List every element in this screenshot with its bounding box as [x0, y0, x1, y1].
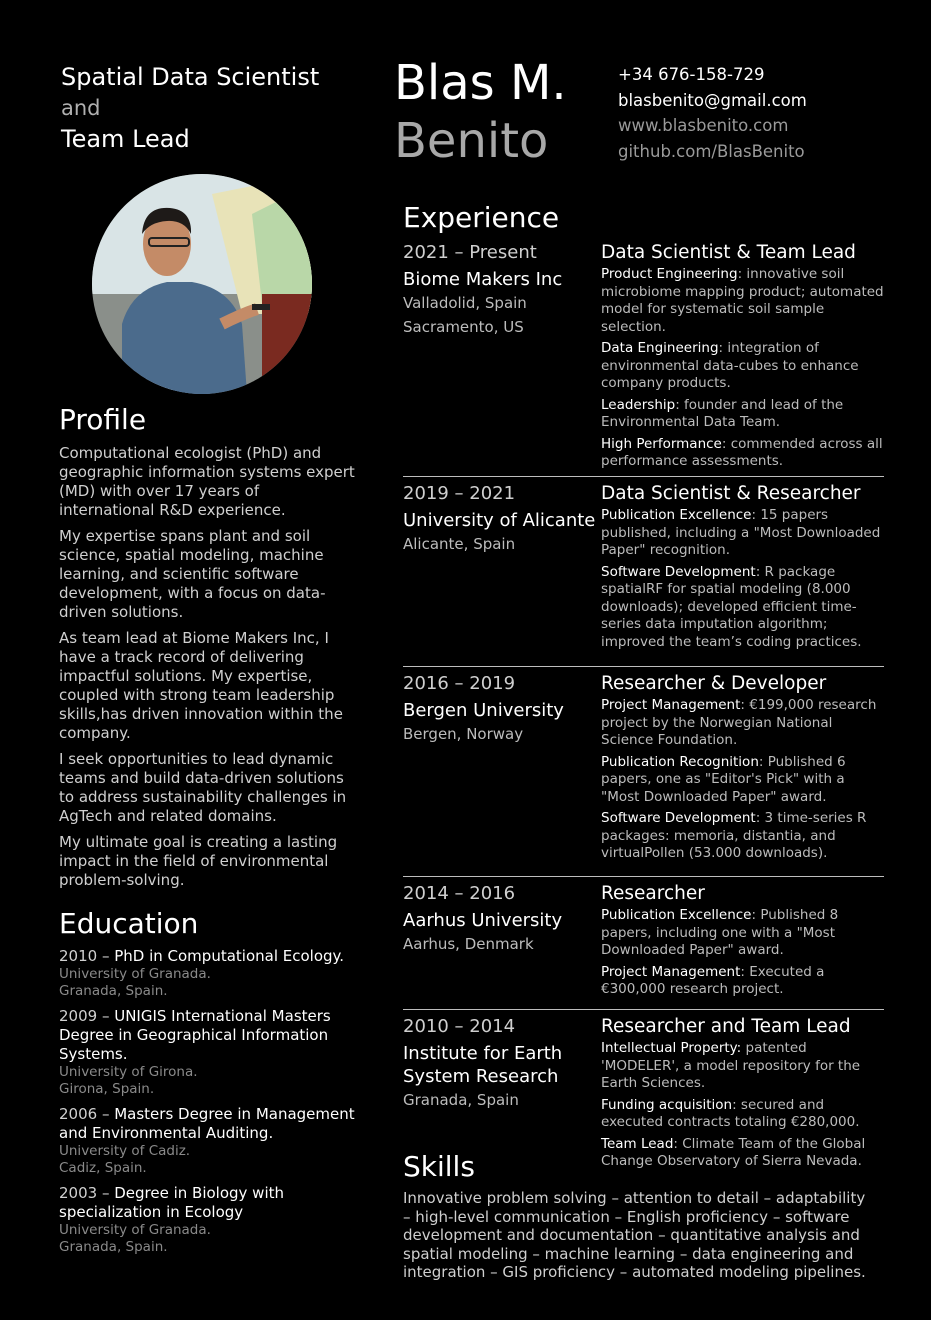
- profile-paragraph: I seek opportunities to lead dynamic teams and build data-driven solutions to address sustainability challenges in AgTech and related domains.: [59, 750, 347, 825]
- edu-year: 2006 –: [59, 1105, 115, 1123]
- edu-year: 2009 –: [59, 1007, 115, 1025]
- job-bullet: Team Lead: Climate Team of the Global Change Observatory of Sierra Nevada.: [601, 1135, 866, 1169]
- education-heading: Education: [59, 907, 199, 940]
- job-bullet: Publication Excellence: 15 papers published, including a "Most Downloaded Paper" recognition.: [601, 507, 881, 558]
- job-location: Alicante, Spain: [403, 535, 516, 553]
- job-years: 2014 – 2016: [403, 883, 516, 904]
- job-years: 2016 – 2019: [403, 673, 516, 694]
- edu-degree: UNIGIS International Masters Degree in Geographical Information Systems: [59, 1007, 331, 1063]
- job-title: Researcher: [601, 883, 705, 904]
- job-bullet: Publication Excellence: Published 8 papers, including one with a "Most Downloaded Paper" award.: [601, 907, 839, 958]
- job-org: Biome Makers Inc: [403, 269, 563, 290]
- job-org: University of Alicante: [403, 510, 596, 531]
- edu-degree: PhD in Computational Ecology: [114, 947, 340, 965]
- edu-school: University of Girona.: [59, 1064, 198, 1080]
- profile-heading: Profile: [59, 403, 147, 436]
- role-title: [61, 62, 371, 155]
- job-location: Bergen, Norway: [403, 725, 524, 743]
- edu-end: .: [122, 1045, 128, 1063]
- job-bullet: Funding acquisition: secured and executed contracts totaling €280,000.: [601, 1096, 860, 1130]
- profile-photo: [92, 174, 312, 394]
- edu-school: University of Cadiz.: [59, 1143, 191, 1159]
- job-title: Researcher and Team Lead: [601, 1016, 851, 1037]
- job-title: Data Scientist & Researcher: [601, 483, 861, 504]
- job-bullet: Publication Recognition: Published 6 papers, one as "Editor's Pick" with a "Most Downloaded Paper" award.: [601, 753, 846, 805]
- job-years: 2019 – 2021: [403, 483, 516, 504]
- job-location: Sacramento, US: [403, 318, 524, 336]
- edu-year: 2010 –: [59, 947, 115, 965]
- education-item: [59, 947, 364, 1000]
- experience-section: [403, 240, 884, 1178]
- skills-heading: Skills: [403, 1150, 475, 1183]
- edu-school: University of Granada.: [59, 966, 211, 982]
- job-bullet: Leadership: founder and lead of the Environmental Data Team.: [601, 396, 844, 430]
- job-entry: [403, 671, 884, 877]
- last-name: Benito: [394, 113, 549, 169]
- edu-place: Granada, Spain.: [59, 1239, 168, 1255]
- job-title: Researcher & Developer: [601, 673, 827, 694]
- job-org: Institute for Earth System Research: [403, 1043, 563, 1087]
- job-entry: [403, 1014, 884, 1178]
- first-name: Blas M.: [394, 55, 567, 111]
- job-bullet: High Performance: commended across all performance assessments.: [601, 435, 883, 469]
- profile-paragraph: Computational ecologist (PhD) and geographic information systems expert (MD) with over 17 years of international R&D experience.: [59, 444, 355, 519]
- github-link[interactable]: github.com/BlasBenito: [618, 141, 805, 161]
- edu-place: Cadiz, Spain.: [59, 1160, 147, 1176]
- edu-place: Girona, Spain.: [59, 1081, 155, 1097]
- edu-end: .: [339, 947, 345, 965]
- job-location: Granada, Spain: [403, 1091, 519, 1109]
- skills-text: Innovative problem solving – attention to detail – adaptability – high-level communication – English proficiency – software development and documentation – quantitative analysis and spatial modeling – machine learning – data engineering and integration – GIS proficiency – automated modeling pipelines.: [403, 1189, 866, 1281]
- job-entry: [403, 481, 884, 667]
- job-bullet: Project Management: Executed a €300,000 research project.: [601, 963, 825, 997]
- role-and: and: [61, 96, 101, 120]
- edu-degree: Masters Degree in Management and Environmental Auditing: [59, 1105, 355, 1142]
- job-location: Aarhus, Denmark: [403, 935, 534, 953]
- job-title: Data Scientist & Team Lead: [601, 242, 856, 263]
- phone[interactable]: +34 676-158-729: [618, 65, 765, 84]
- job-bullet: Software Development: 3 time-series R packages: memoria, distantia, and virtualPollen (53.000 downloads).: [601, 810, 867, 861]
- edu-degree: Degree in Biology with specialization in Ecology: [59, 1184, 284, 1221]
- profile-paragraph: My expertise spans plant and soil science, spatial modeling, machine learning, and scientific software development, with a focus on data-driven solutions.: [59, 527, 326, 621]
- job-bullet: Intellectual Property: patented 'MODELER', a model repository for the Earth Sciences.: [601, 1040, 861, 1091]
- edu-end: .: [268, 1124, 274, 1142]
- job-org: Bergen University: [403, 700, 564, 721]
- contact-block: [618, 62, 807, 164]
- role-line1: Spatial Data Scientist: [61, 63, 320, 91]
- profile-paragraph: As team lead at Biome Makers Inc, I have a track record of delivering impactful solutions. My expertise, coupled with strong team leadership skills,has driven innovation within the company.: [59, 629, 343, 742]
- job-bullet: Data Engineering: integration of environmental data-cubes to enhance company products.: [601, 340, 859, 391]
- profile-paragraph: My ultimate goal is creating a lasting impact in the field of environmental problem-solving.: [59, 833, 338, 889]
- email-link[interactable]: blasbenito@gmail.com: [618, 90, 807, 110]
- role-line2: Team Lead: [61, 125, 190, 153]
- edu-school: University of Granada.: [59, 1222, 211, 1238]
- job-entry: [403, 240, 884, 477]
- education-item: [59, 1105, 364, 1177]
- education-section: [59, 947, 364, 1263]
- job-years: 2010 – 2014: [403, 1016, 516, 1037]
- job-location: Valladolid, Spain: [403, 294, 527, 312]
- edu-year: 2003 –: [59, 1184, 115, 1202]
- edu-place: Granada, Spain.: [59, 983, 168, 999]
- job-years: 2021 – Present: [403, 242, 537, 263]
- job-bullet: Software Development: R package spatialRF for spatial modeling (8.000 downloads); developed efficient time-series data imputation algorithm; improved the team’s coding practices.: [601, 563, 862, 650]
- job-org: Aarhus University: [403, 910, 563, 931]
- education-item: [59, 1007, 364, 1098]
- education-item: [59, 1184, 364, 1256]
- profile-section: [59, 444, 359, 897]
- job-bullet: Product Engineering: innovative soil microbiome mapping product; automated model for systematic soil sample selection.: [601, 266, 884, 335]
- job-bullet: Project Management: €199,000 research project by the Norwegian National Science Foundation.: [601, 697, 877, 748]
- website-link[interactable]: www.blasbenito.com: [618, 116, 789, 135]
- job-entry: [403, 881, 884, 1010]
- experience-heading: Experience: [403, 201, 560, 234]
